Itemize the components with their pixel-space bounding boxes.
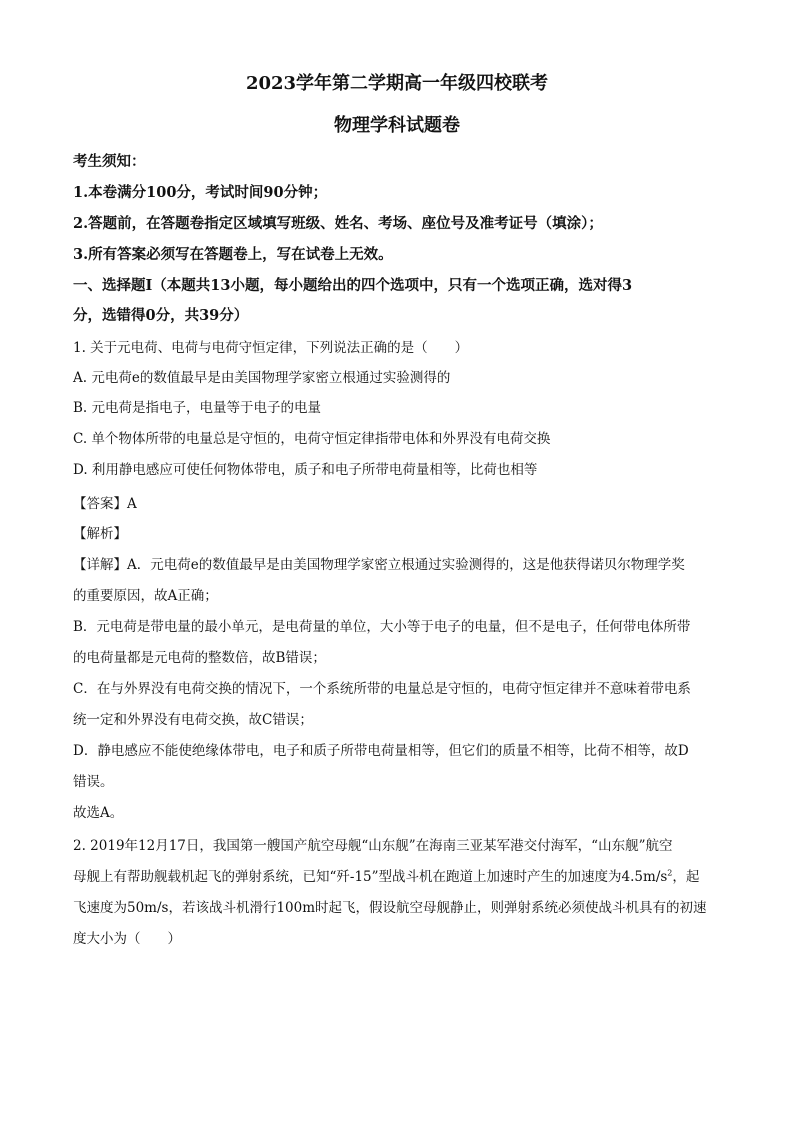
explanation-line-3: B．元电荷是带电量的最小单元，是电荷量的单位，大小等于电子的电量，但不是电子，任何带电体所带 (73, 619, 691, 635)
notice-item-2: 2.答题前，在答题卷指定区域填写班级、姓名、考场、座位号及准考证号（填涂）； (73, 215, 603, 232)
question-1-option-c: C. 单个物体所带的电量总是守恒的，电荷守恒定律指带电体和外界没有电荷交换 (73, 431, 551, 447)
question-1-option-d: D. 利用静电感应可使任何物体带电，质子和电子所带电荷量相等，比荷也相等 (73, 462, 538, 478)
exam-subtitle: 物理学科试题卷 (334, 115, 460, 136)
explanation-line-8: 错误。 (73, 774, 114, 790)
explanation-line-5: C．在与外界没有电荷交换的情况下，一个系统所带的电量总是守恒的，电荷守恒定律并不意味着带电系 (73, 681, 691, 697)
explanation-line-1: 【详解】A．元电荷e的数值最早是由美国物理学家密立根通过实验测得的，这是他获得诺贝尔物理学奖 (73, 557, 685, 573)
question-2-line-4: 度大小为（ ） (73, 931, 181, 947)
question-1-answer: 【答案】A (73, 496, 137, 512)
explanation-line-7: D．静电感应不能使绝缘体带电，电子和质子所带电荷量相等，但它们的质量不相等，比荷不相等，故D (73, 743, 689, 759)
question-2-line-3: 飞速度为50m/s，若该战斗机滑行100m时起飞，假设航空母舰静止，则弹射系统必须使战斗机具有的初速 (73, 900, 707, 916)
question-1-option-a: A. 元电荷e的数值最早是由美国物理学家密立根通过实验测得的 (73, 370, 451, 386)
exam-title: 2023学年第二学期高一年级四校联考 (245, 73, 549, 94)
explanation-conclusion: 故选A。 (73, 805, 124, 821)
notice-item-1: 1.本卷满分100分，考试时间90分钟； (73, 184, 328, 201)
question-2-line-2 (73, 867, 723, 887)
explanation-line-4: 的电荷量都是元电荷的整数倍，故B错误； (73, 650, 326, 666)
question-1-stem: 1. 关于元电荷、电荷与电荷守恒定律，下列说法正确的是（ ） (73, 340, 469, 356)
explanation-line-2: 的重要原因，故A正确； (73, 588, 218, 604)
notice-heading: 考生须知： (73, 153, 146, 170)
question-1-analysis-label: 【解析】 (73, 526, 127, 542)
question-1-option-b: B. 元电荷是指电子，电量等于电子的电量 (73, 400, 322, 416)
explanation-line-6: 统一定和外界没有电荷交换，故C错误； (73, 712, 313, 728)
notice-item-3: 3.所有答案必须写在答题卷上，写在试卷上无效。 (73, 246, 393, 263)
question-2-line-2-tail: ，起 (672, 869, 700, 885)
acceleration-unit-exponent: 2 (667, 868, 673, 878)
question-2-line-1: 2. 2019年12月17日，我国第一艘国产航空母舰“山东舰”在海南三亚某军港交付海军，“山东舰”航空 (73, 838, 673, 854)
section-heading-line-2: 分，选错得0分，共39分） (73, 307, 249, 324)
question-2-line-2-text: 母舰上有帮助舰载机起飞的弹射系统，已知“歼-15”型战斗机在跑道上加速时产生的加速度为4.5m/s (73, 869, 668, 885)
section-heading-line-1: 一、选择题Ⅰ（本题共13小题，每小题给出的四个选项中，只有一个选项正确，选对得3 (73, 277, 633, 294)
